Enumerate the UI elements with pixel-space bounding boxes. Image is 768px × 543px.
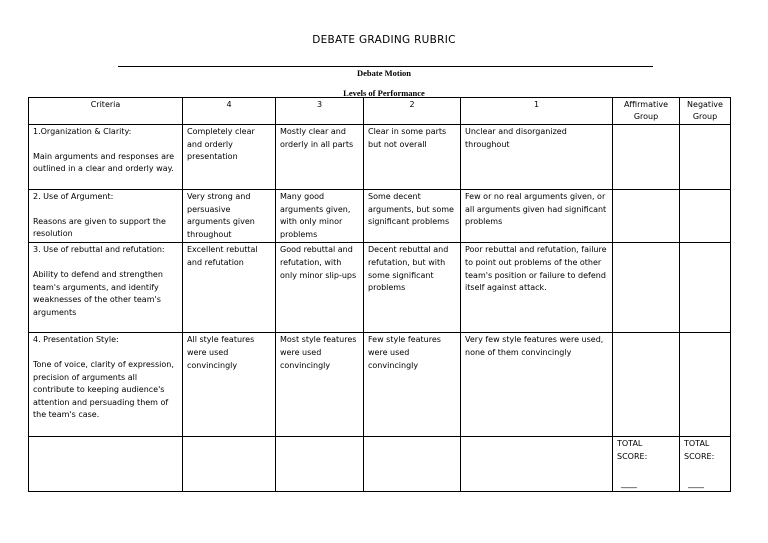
level-3-cell: Many good arguments given, with only minor problems: [276, 190, 364, 243]
total-empty-cell: [364, 437, 461, 492]
criterion-title: 4. Presentation Style:: [33, 335, 119, 345]
affirmative-score-cell[interactable]: [613, 125, 680, 190]
total-empty-cell: [183, 437, 276, 492]
affirmative-score-cell[interactable]: [613, 190, 680, 243]
level-3-cell: Most style features were used convincingly: [276, 333, 364, 437]
affirmative-score-cell[interactable]: [613, 243, 680, 333]
header-row: [29, 98, 731, 125]
total-score-blank: _____: [688, 478, 703, 488]
criterion-title: 3. Use of rebuttal and refutation:: [33, 245, 165, 255]
motion-line: [118, 66, 653, 67]
criterion-description: Ability to defend and strengthen team's arguments, and identify weaknesses of the other team's arguments: [33, 269, 163, 317]
level-4-cell: Completely clear and orderly presentation: [183, 125, 276, 190]
criterion-title: 2. Use of Argument:: [33, 192, 114, 201]
level-2-cell: Clear in some parts but not overall: [364, 125, 461, 190]
total-empty-cell: [461, 437, 613, 492]
table-row: [29, 190, 731, 243]
level-1-cell: Poor rebuttal and refutation, failure to point out problems of the other team's position or failure to defend itself against attack.: [461, 243, 613, 333]
rubric-table: [28, 97, 731, 492]
criterion-description: Tone of voice, clarity of expression, precision of arguments all contribute to keeping audience's attention and persuading them of the team's case.: [33, 359, 174, 420]
level-2-cell: Few style features were used convincingly: [364, 333, 461, 437]
criterion-title: 1.Organization & Clarity:: [33, 127, 132, 136]
total-score-label: TOTAL SCORE:: [684, 439, 715, 461]
criterion-description: Reasons are given to support the resolution: [33, 216, 166, 239]
level-1-cell: Very few style features were used, none of them convincingly: [461, 333, 613, 437]
negative-score-cell[interactable]: [680, 333, 731, 437]
level-1-cell: Unclear and disorganized throughout: [461, 125, 613, 190]
total-score-blank: _____: [621, 478, 636, 488]
header-affirmative-group: Affirmative Group: [613, 98, 680, 125]
level-2-cell: Decent rebuttal and refutation, but with some significant problems: [364, 243, 461, 333]
levels-of-performance-label: Levels of Performance: [343, 88, 425, 98]
total-empty-cell: [29, 437, 183, 492]
level-1-cell: Few or no real arguments given, or all arguments given had significant problems: [461, 190, 613, 243]
level-3-cell: Good rebuttal and refutation, with only minor slip-ups: [276, 243, 364, 333]
level-4-cell: Excellent rebuttal and refutation: [183, 243, 276, 333]
affirmative-score-cell[interactable]: [613, 333, 680, 437]
negative-total-cell[interactable]: [680, 437, 731, 492]
criterion-cell: [29, 125, 183, 190]
header-negative-group: Negative Group: [680, 98, 731, 125]
table-row: [29, 125, 731, 190]
affirmative-total-cell[interactable]: [613, 437, 680, 492]
criterion-cell: [29, 333, 183, 437]
header-level-4: 4: [183, 98, 276, 125]
document-title: DEBATE GRADING RUBRIC: [312, 34, 456, 46]
negative-score-cell[interactable]: [680, 190, 731, 243]
level-4-cell: Very strong and persuasive arguments given throughout: [183, 190, 276, 243]
debate-motion-label: Debate Motion: [356, 68, 412, 78]
table-row: [29, 243, 731, 333]
header-criteria: Criteria: [29, 98, 183, 125]
total-score-label: TOTAL SCORE:: [617, 439, 648, 461]
table-row: [29, 333, 731, 437]
criterion-description: Main arguments and responses are outlined in a clear and orderly way.: [33, 151, 175, 174]
negative-score-cell[interactable]: [680, 243, 731, 333]
total-row: [29, 437, 731, 492]
header-level-2: 2: [364, 98, 461, 125]
header-level-1: 1: [461, 98, 613, 125]
header-level-3: 3: [276, 98, 364, 125]
criterion-cell: [29, 243, 183, 333]
level-2-cell: Some decent arguments, but some significant problems: [364, 190, 461, 243]
level-3-cell: Mostly clear and orderly in all parts: [276, 125, 364, 190]
level-4-cell: All style features were used convincingly: [183, 333, 276, 437]
criterion-cell: [29, 190, 183, 243]
total-empty-cell: [276, 437, 364, 492]
negative-score-cell[interactable]: [680, 125, 731, 190]
